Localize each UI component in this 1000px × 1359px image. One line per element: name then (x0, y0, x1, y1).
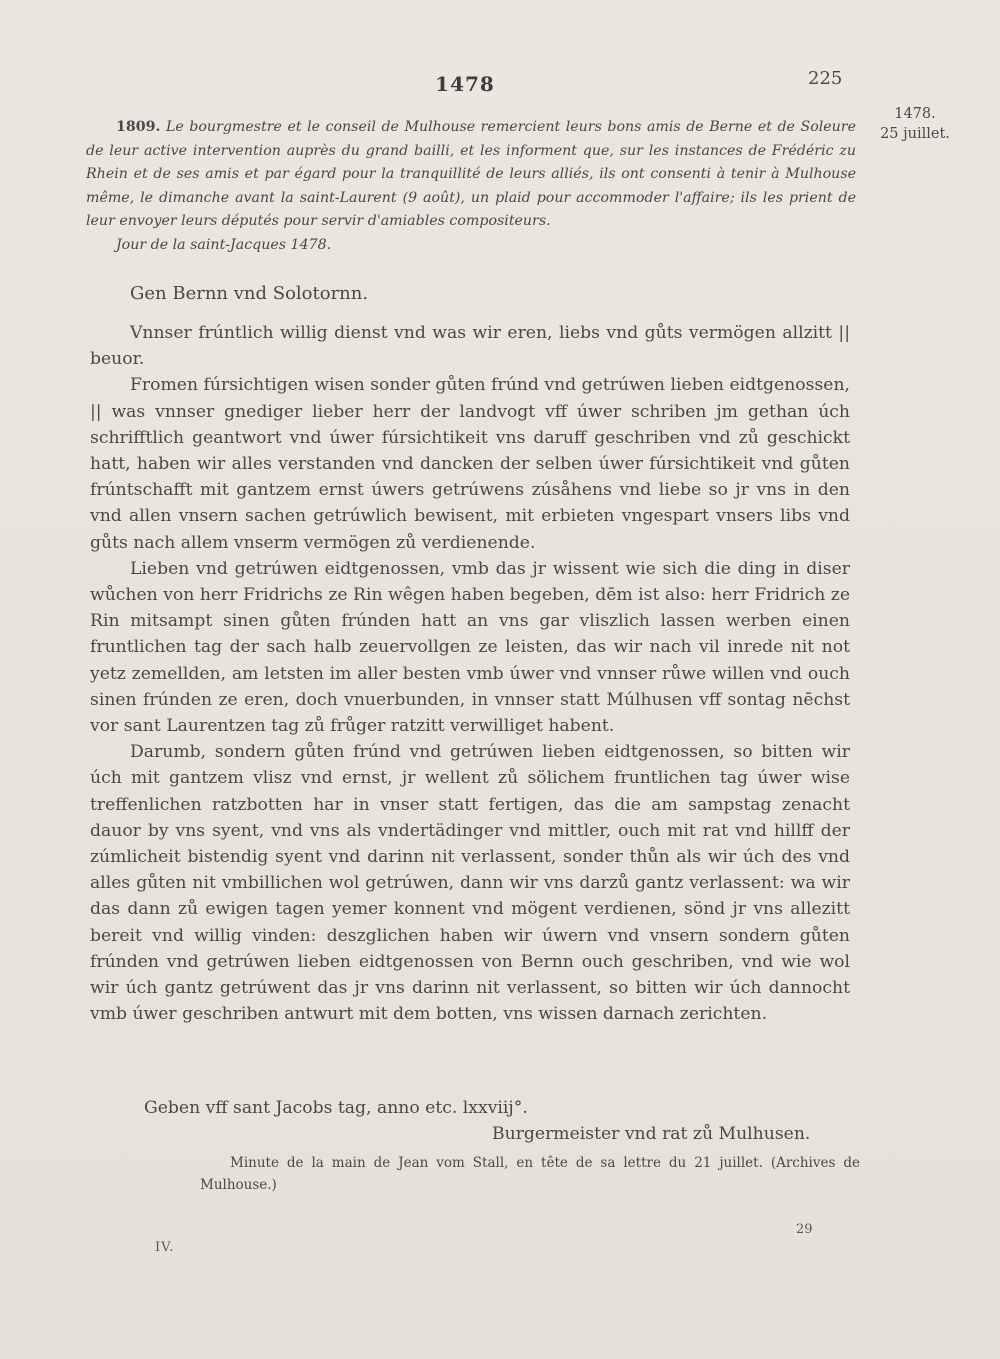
letter-paragraph: Darumb, sondern gůten frúnd vnd getrúwen lieben eidtgenossen, so bitten wir úch mit gantzem vlisz vnd ernst, jr wellent zů sölichem fruntlichen tag úwer wise treffenlichen ratzbotten har in vnser statt fertigen, das die am sampstag zenacht dauor by vns syent, vnd vns als vndertädinger vnd mittler, ouch mit rat vnd hillff der zúmlicheit bistendig syent vnd darinn nit verlassent, sonder thůn als wir úch des vnd alles gůten nit vmbillichen wol getrúwen, dann wir vns darzů gantz verlassent: wa wir das dann zů ewigen tagen yemer konnent vnd mögent verdienen, sönd jr vns allezitt bereit vnd willig vinden: deszglichen haben wir úwern vnd vnsern sondern gůten frúnden vnd getrúwen lieben eidtgenossen von Bernn ouch geschriben, vnd wie wol wir úch gantz getrúwent das jr vns darinn nit verlassent, so bitten wir úch dannocht vmb úwer geschriben antwurt mit dem botten, vns wissen darnach zerichten. (90, 742, 850, 1025)
summary-date: Jour de la saint-Jacques 1478. (116, 236, 332, 253)
letter-address: Gen Bernn vnd Solotornn. (130, 283, 369, 304)
source-note: Minute de la main de Jean vom Stall, en tête de sa lettre du 21 juillet. (Archives de Mulhouse.) (200, 1155, 860, 1193)
document-summary (86, 116, 856, 257)
letter-dating: Geben vff sant Jacobs tag, anno etc. lxxviij°. (144, 1098, 528, 1118)
letter-closing (90, 1095, 850, 1147)
margin-note (860, 104, 970, 144)
volume-mark: IV. (155, 1240, 175, 1255)
page-number: 225 (808, 68, 843, 89)
summary-text: Le bourgmestre et le conseil de Mulhouse remercient leurs bons amis de Berne et de Soleure de leur active intervention auprès du grand bailli, et les informent que, sur les instances de Frédéric zu Rhein et de ses amis et par égard pour la tranquillité de leurs alliés, ils ont consenti à tenir à Mulhouse même, le dimanche avant la saint-Laurent (9 août), un plaid pour accommoder l'affaire; ils les prient de leur envoyer leurs députés pour servir d'amiables compositeurs. (86, 119, 856, 229)
document-number: 1809. (116, 119, 161, 135)
letter-signature: Burgermeister vnd rat zů Mulhusen. (492, 1124, 811, 1144)
margin-date: 25 juillet. (880, 126, 950, 142)
letter-paragraph: Vnnser frúntlich willig dienst vnd was wir eren, liebs vnd gůts vermögen allzitt || beuor. (90, 323, 850, 370)
sheet-number: 29 (796, 1222, 813, 1237)
letter-body (90, 320, 850, 1027)
letter-paragraph: Fromen fúrsichtigen wisen sonder gůten frúnd vnd getrúwen lieben eidtgenossen, || was vnnser gnediger lieber herr der landvogt vff úwer schriben jm gethan úch schrifftlich geantwort vnd úwer fúrsichtikeit vns daruff geschriben vnd zů geschickt hatt, haben wir alles verstanden vnd dancken der selben úwer fúrsichtikeit vnd gůten frúntschafft mit gantzem ernst úwers getrúwens zúsåhens vnd liebe so jr vns in den vnd allen vnsern sachen getrúwlich bewisent, mit erbieten vngespart vnsers libs vnd gůts nach allem vnserm vermögen zů verdienende. (90, 375, 850, 553)
letter-paragraph: Lieben vnd getrúwen eidtgenossen, vmb das jr wissent wie sich die ding in diser wůchen von herr Fridrichs ze Rin wêgen haben begeben, dēm ist also: herr Fridrich ze Rin mitsampt sinen gůten frúnden hatt an vns gar vliszlich lassen werben einen fruntlichen tag der sach halb zeuervollgen ze leisten, das wir nach vil inrede nit not yetz zemellden, am letsten im aller besten vmb úwer vnd vnnser růwe willen vnd ouch sinen frúnden ze eren, doch vnuerbunden, in vnnser statt Múlhusen vff sontag nēchst vor sant Laurentzen tag zů frůger ratzitt verwilliget habent. (90, 558, 850, 737)
running-header-year: 1478 (435, 72, 495, 96)
margin-year: 1478. (894, 106, 936, 122)
